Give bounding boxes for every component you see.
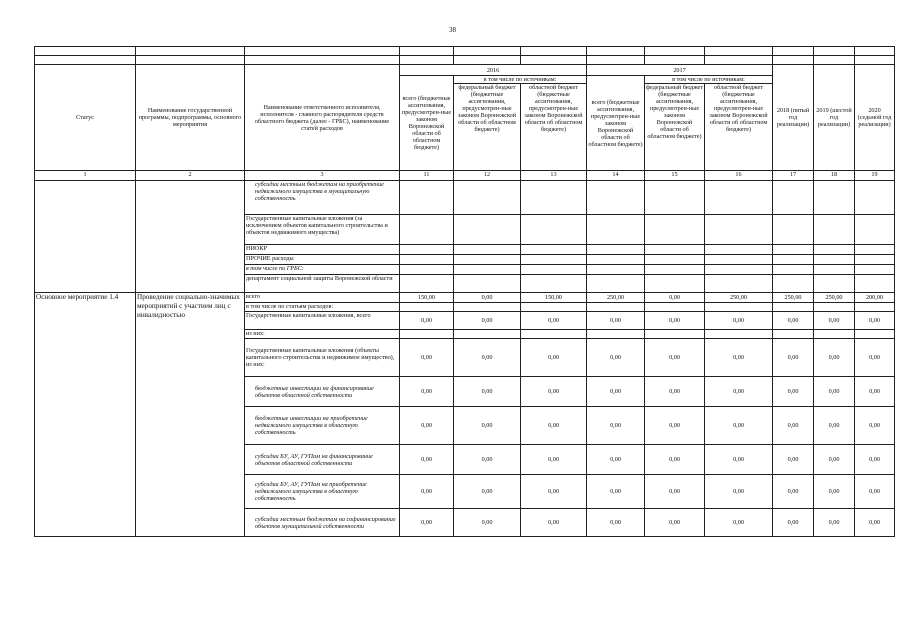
value-cell: 0,00 (645, 293, 705, 303)
row-label: бюджетные инвестиции на приобретение недвижимого имущества в областную собственность (245, 407, 400, 445)
row-label: всего (245, 293, 400, 303)
value-cell: 0,00 (454, 339, 521, 377)
value-cell: 150,00 (521, 293, 587, 303)
col-number: 19 (855, 171, 895, 181)
header-blank-row (35, 56, 895, 65)
header-2019: 2019 (шестой год реализации) (814, 65, 855, 171)
row-label: субсидии местным бюджетам на приобретение недвижимого имущества в муниципальную собственность (245, 181, 400, 215)
value-cell: 0,00 (454, 445, 521, 475)
header-2016-total: всего (бюджетные ассигнования, предусмотрен-ные законом Воронежской области об областном бюджете) (400, 76, 454, 171)
program-cell-empty (136, 181, 245, 293)
value-cell: 0,00 (521, 445, 587, 475)
value-cell: 0,00 (705, 475, 773, 509)
row-label: из них: (245, 330, 400, 339)
value-cell: 0,00 (521, 475, 587, 509)
value-cell: 0,00 (521, 407, 587, 445)
value-cell: 0,00 (454, 509, 521, 537)
value-cell: 0,00 (814, 312, 855, 330)
header-2017-federal: федеральный бюджет (бюджетные ассигнования, предусмотрен-ные законом Воронежской области об областном бюджете) (645, 84, 705, 171)
row-label: субсидии БУ, АУ, ГУПам на приобретение недвижимого имущества в областную собственность (245, 475, 400, 509)
value-cell: 0,00 (814, 339, 855, 377)
value-cell: 0,00 (773, 445, 814, 475)
row-label: субсидии местным бюджетам на софинансирование объектов муниципальной собственности (245, 509, 400, 537)
header-program: Наименование государственной программы, подпрограммы, основного мероприятия (136, 65, 245, 171)
table-row (35, 181, 895, 215)
row-label: департамент социальной защиты Воронежской области (245, 275, 400, 293)
value-cell: 0,00 (773, 377, 814, 407)
value-cell: 0,00 (645, 445, 705, 475)
header-executor: Наименование ответственного исполнителя, исполнителя - главного распорядителя средств областного бюджета (далее - ГРБС), наименование статей расходов (245, 65, 400, 171)
row-label: в том числе по ГРБС: (245, 265, 400, 275)
col-number: 15 (645, 171, 705, 181)
value-cell: 0,00 (855, 475, 895, 509)
value-cell: 0,00 (645, 407, 705, 445)
value-cell: 0,00 (521, 339, 587, 377)
value-cell: 0,00 (587, 509, 645, 537)
col-number: 1 (35, 171, 136, 181)
value-cell: 0,00 (705, 509, 773, 537)
header-status: Статус (35, 65, 136, 171)
row-label: Государственные капитальные вложения (объекты капитального строительства и недвижимое имущество), из них: (245, 339, 400, 377)
value-cell: 0,00 (521, 509, 587, 537)
col-number: 13 (521, 171, 587, 181)
value-cell: 0,00 (855, 509, 895, 537)
measure-name: Проведение социально-значимых мероприятий с участием лиц с инвалидностью (136, 293, 245, 537)
value-cell: 0,00 (645, 377, 705, 407)
page-number: 38 (449, 26, 456, 34)
row-label: в том числе по статьям расходов: (245, 303, 400, 312)
value-cell: 0,00 (454, 475, 521, 509)
value-cell: 0,00 (400, 407, 454, 445)
header-2017-sources: в том числе по источникам: (645, 76, 773, 84)
value-cell: 0,00 (454, 293, 521, 303)
row-label: Государственные капитальные вложения (за исключением объектов капитального строительства и объектов недвижимого имущества) (245, 215, 400, 245)
value-cell: 0,00 (521, 312, 587, 330)
value-cell: 0,00 (814, 509, 855, 537)
status-cell-empty (35, 181, 136, 293)
header-2017-total: всего (бюджетные ассигнования, предусмотрен-ные законом Воронежской области об областном бюджете) (587, 76, 645, 171)
header-2016-sources: в том числе по источникам: (454, 76, 587, 84)
row-label: бюджетные инвестиции на финансирование объектов областной собственности (245, 377, 400, 407)
measure-status: Основное мероприятие 1.4 (35, 293, 136, 537)
budget-table (34, 46, 895, 537)
value-cell: 0,00 (855, 445, 895, 475)
col-number: 12 (454, 171, 521, 181)
value-cell: 250,00 (705, 293, 773, 303)
value-cell: 0,00 (521, 377, 587, 407)
col-number: 11 (400, 171, 454, 181)
header-2016-federal: федеральный бюджет (бюджетные ассигнования, предусмотрен-ные законом Воронежской области об областном бюджете) (454, 84, 521, 171)
value-cell: 0,00 (587, 339, 645, 377)
column-numbers-row (35, 171, 895, 181)
col-number: 3 (245, 171, 400, 181)
row-label: субсидии БУ, АУ, ГУПам на финансирование объектов областной собственности (245, 445, 400, 475)
col-number: 14 (587, 171, 645, 181)
value-cell: 0,00 (814, 475, 855, 509)
value-cell: 0,00 (400, 377, 454, 407)
value-cell: 0,00 (705, 407, 773, 445)
col-number: 17 (773, 171, 814, 181)
header-blank-row (35, 47, 895, 56)
header-year-2016: 2016 (400, 65, 587, 76)
value-cell: 0,00 (855, 377, 895, 407)
value-cell: 0,00 (773, 312, 814, 330)
value-cell: 0,00 (645, 339, 705, 377)
value-cell: 0,00 (705, 339, 773, 377)
value-cell: 0,00 (400, 509, 454, 537)
value-cell: 250,00 (587, 293, 645, 303)
value-cell: 0,00 (814, 445, 855, 475)
value-cell: 0,00 (773, 339, 814, 377)
value-cell: 0,00 (814, 407, 855, 445)
header-2017-regional: областной бюджет (бюджетные ассигнования, предусмотрен-ные законом Воронежской области об областном бюджете) (705, 84, 773, 171)
value-cell: 0,00 (454, 377, 521, 407)
header-2016-regional: областной бюджет (бюджетные ассигнования, предусмотрен-ные законом Воронежской области об областном бюджете) (521, 84, 587, 171)
value-cell: 0,00 (587, 312, 645, 330)
header-2018: 2018 (пятый год реализации) (773, 65, 814, 171)
value-cell: 250,00 (773, 293, 814, 303)
value-cell: 0,00 (400, 475, 454, 509)
value-cell: 0,00 (454, 407, 521, 445)
value-cell: 0,00 (855, 312, 895, 330)
row-label: ПРОЧИЕ расходы (245, 255, 400, 265)
col-number: 16 (705, 171, 773, 181)
value-cell: 200,00 (855, 293, 895, 303)
row-label: Государственные капитальные вложения, всего (245, 312, 400, 330)
col-number: 18 (814, 171, 855, 181)
value-cell: 0,00 (855, 339, 895, 377)
value-cell: 0,00 (705, 377, 773, 407)
value-cell: 0,00 (645, 312, 705, 330)
value-cell: 0,00 (645, 475, 705, 509)
header-year-2017: 2017 (587, 65, 773, 76)
value-cell: 0,00 (773, 475, 814, 509)
value-cell: 0,00 (400, 312, 454, 330)
col-number: 2 (136, 171, 245, 181)
value-cell: 0,00 (645, 509, 705, 537)
value-cell: 0,00 (773, 509, 814, 537)
value-cell: 0,00 (400, 339, 454, 377)
value-cell: 0,00 (400, 445, 454, 475)
value-cell: 0,00 (705, 312, 773, 330)
value-cell: 0,00 (587, 475, 645, 509)
value-cell: 0,00 (454, 312, 521, 330)
value-cell: 250,00 (814, 293, 855, 303)
value-cell: 150,00 (400, 293, 454, 303)
value-cell: 0,00 (587, 407, 645, 445)
row-label: НИОКР (245, 245, 400, 255)
value-cell: 0,00 (587, 377, 645, 407)
header-2020: 2020 (седьмой год реализации) (855, 65, 895, 171)
value-cell: 0,00 (855, 407, 895, 445)
value-cell: 0,00 (587, 445, 645, 475)
table-row (35, 293, 895, 303)
value-cell: 0,00 (814, 377, 855, 407)
value-cell: 0,00 (773, 407, 814, 445)
value-cell: 0,00 (705, 445, 773, 475)
